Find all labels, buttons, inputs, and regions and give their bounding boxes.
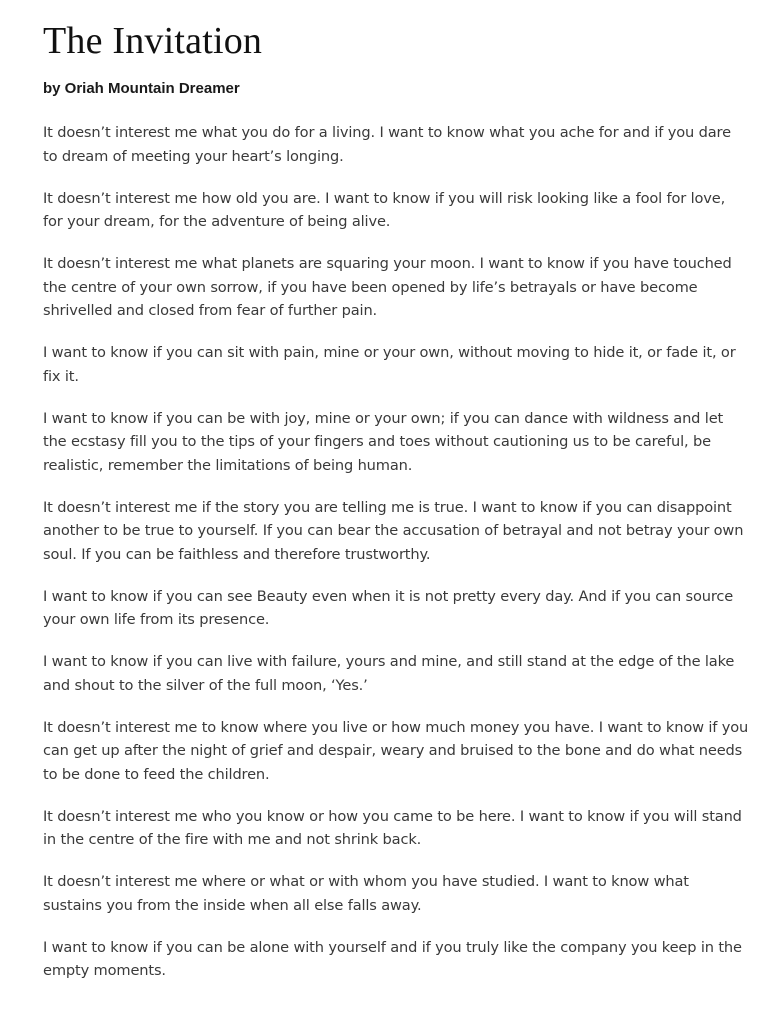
stanza: I want to know if you can sit with pain, mine or your own, without moving to hide it, or fade it, or fix it. (43, 344, 736, 385)
stanza: I want to know if you can live with failure, yours and mine, and still stand at the edge of the lake and shout to the silver of the full moon, ‘Yes.’ (43, 653, 735, 694)
stanza: I want to know if you can be alone with yourself and if you truly like the company you keep in the empty moments. (43, 938, 742, 979)
stanza: It doesn’t interest me if the story you are telling me is true. I want to know if you can disappoint another to be true to yourself. If you can bear the accusation of betrayal and not betray your own soul. If you can be faithless and therefore trustworthy. (43, 498, 744, 563)
author-byline: by Oriah Mountain Dreamer (43, 80, 240, 97)
stanza: It doesn’t interest me where or what or with whom you have studied. I want to know what sustains you from the inside when all else falls away. (43, 873, 689, 914)
stanza: It doesn’t interest me what you do for a living. I want to know what you ache for and if you dare to dream of meeting your heart’s longing. (43, 124, 731, 165)
stanza: I want to know if you can be with joy, mine or your own; if you can dance with wildness and let the ecstasy fill you to the tips of your fingers and toes without cautioning us to be careful, be realistic, remember the limitations of being human. (43, 409, 724, 474)
article (43, 18, 749, 1001)
stanza: It doesn’t interest me how old you are. I want to know if you will risk looking like a fool for love, for your dream, for the adventure of being alive. (43, 189, 726, 230)
stanza: It doesn’t interest me what planets are squaring your moon. I want to know if you have touched the centre of your own sorrow, if you have been opened by life’s betrayals or have become shrivelled and closed from fear of further pain. (43, 255, 732, 319)
stanza: It doesn’t interest me to know where you live or how much money you have. I want to know if you can get up after the night of grief and despair, weary and bruised to the bone and do what needs to be done to feed the children. (43, 718, 749, 783)
stanza: I want to know if you can see Beauty even when it is not pretty every day. And if you can source your own life from its presence. (43, 587, 734, 628)
stanza: It doesn’t interest me who you know or how you came to be here. I want to know if you will stand in the centre of the fire with me and not shrink back. (43, 807, 742, 848)
poem-body (43, 121, 749, 983)
page-title: The Invitation (43, 20, 263, 62)
